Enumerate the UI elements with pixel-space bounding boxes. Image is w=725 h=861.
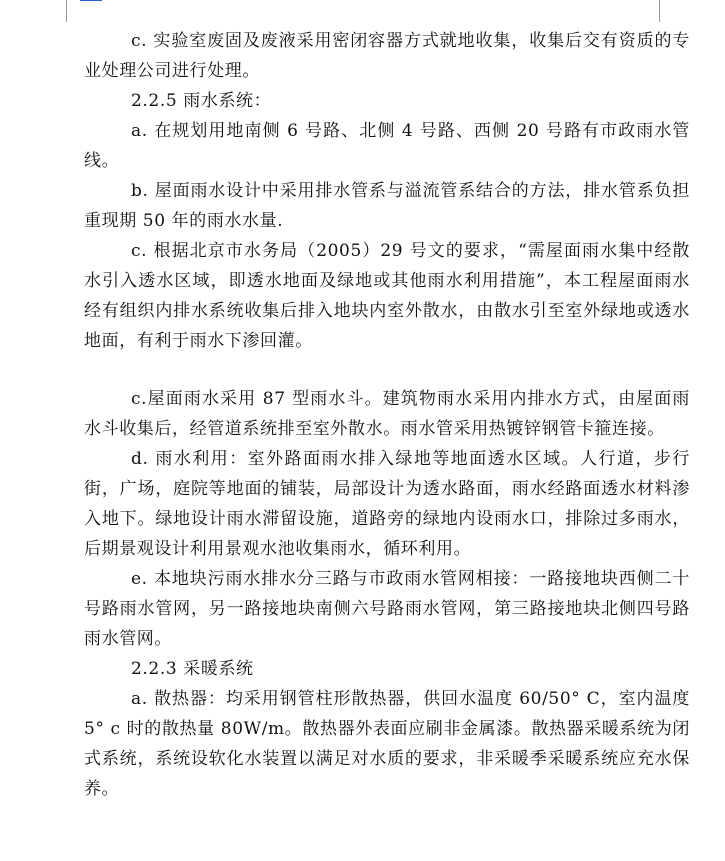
paragraph-roof-drainage-design: b. 屋面雨水设计中采用排水管系与溢流管系结合的方法，排水管系负担重现期 50 年的雨水水量. <box>84 181 690 231</box>
paragraph-radiators: a. 散热器：均采用钢管柱形散热器，供回水温度 60/50° C，室内温度5° c 时的散热量 80W/m。散热器外表面应刷非金属漆。散热器采暖系统为闭式系统，系统设软化水装置以满足对水质的要求，非采暖季采暖系统应充水保养。 <box>84 689 690 799</box>
paragraph-municipal-pipes: a. 在规划用地南侧 6 号路、北侧 4 号路、西侧 20 号路有市政雨水管线。 <box>84 121 690 171</box>
paragraph-water-authority: c. 根据北京市水务局（2005）29 号文的要求，“需屋面雨水集中经散水引入透水区域，即透水地面及绿地或其他雨水利用措施”，本工程屋面雨水经有组织内排水系统收集后排入地块内室外散水，由散水引至室外绿地或透水地面，有利于雨水下渗回灌。 <box>84 241 690 351</box>
page-corner-mark-right <box>659 0 660 22</box>
section-heading-heating: 2.2.3 采暖系统 <box>131 659 254 679</box>
section-heading-rainwater: 2.2.5 雨水系统： <box>131 91 272 111</box>
paragraph-rain-hopper: c.屋面雨水采用 87 型雨水斗。建筑物雨水采用内排水方式，由屋面雨水斗收集后，经管道系统排至室外散水。雨水管采用热镀锌钢管卡箍连接。 <box>84 389 690 439</box>
paragraph-lab-waste: c. 实验室废固及废液采用密闭容器方式就地收集，收集后交有资质的专业处理公司进行处理。 <box>84 31 690 81</box>
page-corner-mark-top <box>80 0 102 1</box>
document-body <box>84 26 690 804</box>
page-corner-mark-left <box>66 0 67 22</box>
blank-line <box>84 356 690 384</box>
paragraph-rainwater-utilization: d. 雨水利用：室外路面雨水排入绿地等地面透水区域。人行道，步行街，广场，庭院等地面的铺装，局部设计为透水路面，雨水经路面透水材料渗入地下。绿地设计雨水滞留设施，道路旁的绿地内设雨水口，排除过多雨水，后期景观设计利用景观水池收集雨水，循环利用。 <box>84 449 690 559</box>
paragraph-drainage-routes: e. 本地块污雨水排水分三路与市政雨水管网相接：一路接地块西侧二十号路雨水管网，另一路接地块南侧六号路雨水管网，第三路接地块北侧四号路雨水管网。 <box>84 569 690 649</box>
